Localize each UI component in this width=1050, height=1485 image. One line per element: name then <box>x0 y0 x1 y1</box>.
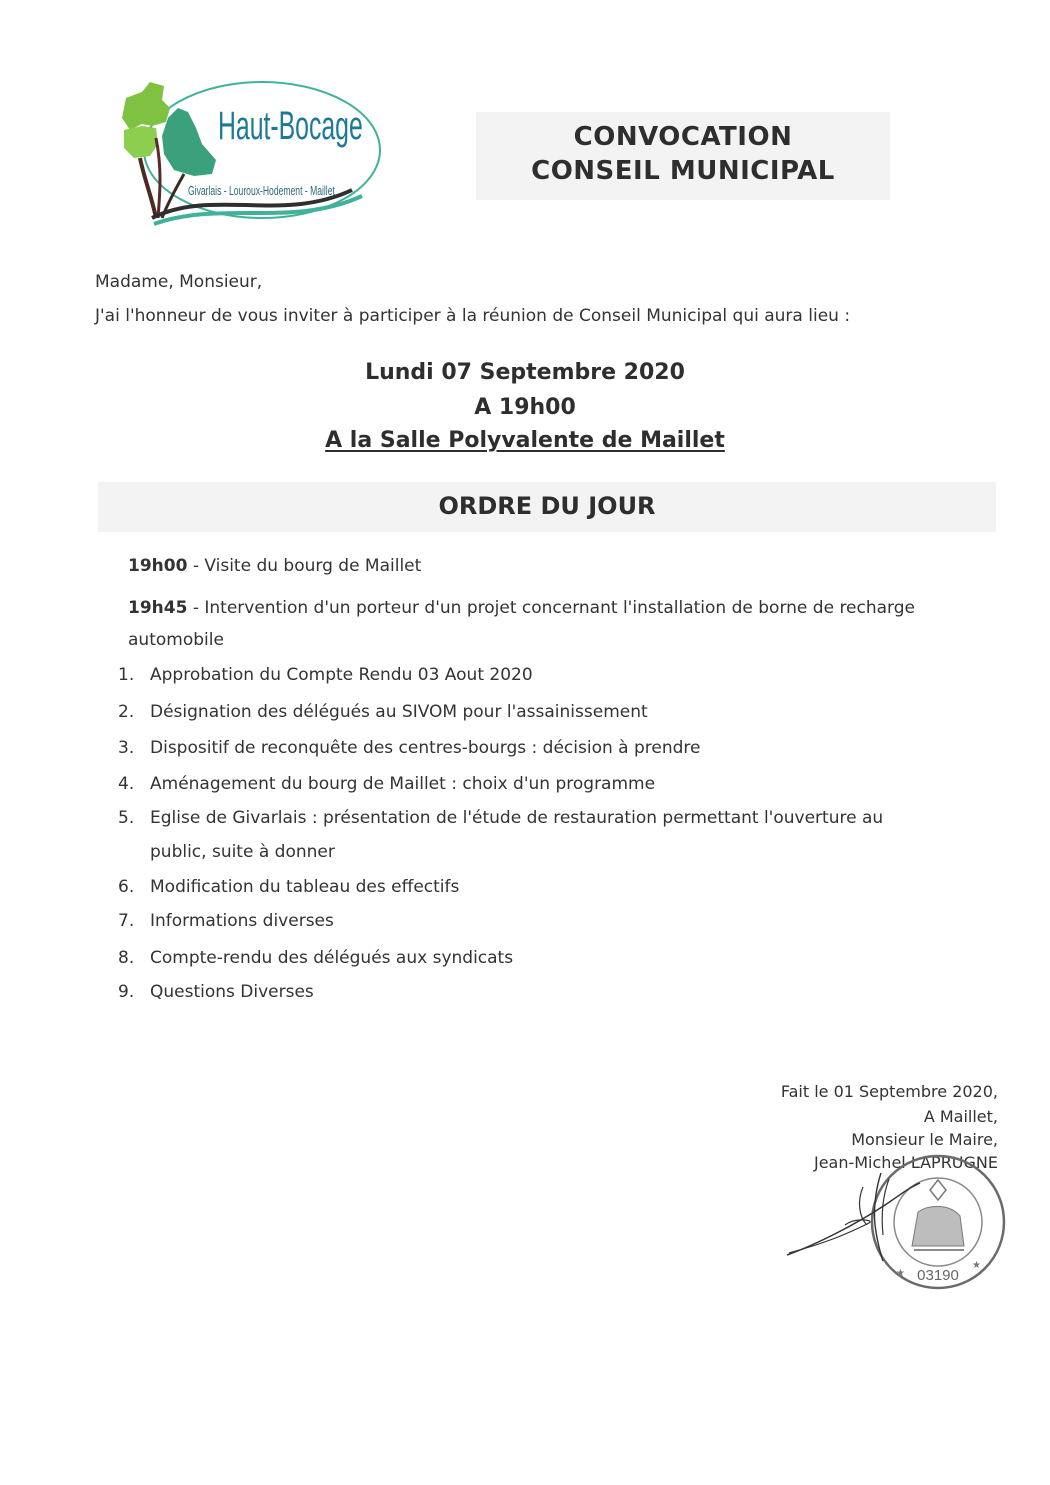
document-subtitle: CONSEIL MUNICIPAL <box>531 156 835 186</box>
timed-item-text: - Intervention d'un porteur d'un projet concernant l'installation de borne de recharge automobile <box>128 598 915 650</box>
timed-item-time: 19h45 <box>128 598 188 618</box>
agenda-item-text: Compte-rendu des délégués aux syndicats <box>150 948 514 968</box>
agenda-item <box>118 801 988 869</box>
svg-text:03190: 03190 <box>917 1267 959 1284</box>
salutation: Madame, Monsieur, <box>95 272 263 292</box>
svg-text:★: ★ <box>896 1268 905 1279</box>
agenda-item <box>118 870 988 904</box>
agenda-item-text: Informations diverses <box>150 911 334 931</box>
timed-item-time: 19h00 <box>128 556 188 576</box>
handwritten-signature <box>785 1165 945 1265</box>
signature-place: A Maillet, <box>923 1107 998 1126</box>
agenda-item <box>118 695 988 729</box>
agenda-item-number: 8. <box>118 948 135 968</box>
agenda-item-number: 5. <box>118 808 135 828</box>
logo-graphic <box>112 78 382 228</box>
timed-item-text: - Visite du bourg de Maillet <box>187 556 422 576</box>
timed-agenda-item <box>128 592 1008 656</box>
commune-logo <box>112 78 382 228</box>
agenda-item-continuation: public, suite à donner <box>150 842 335 862</box>
agenda-item <box>118 767 988 801</box>
timed-agenda-item <box>128 556 421 576</box>
agenda-banner <box>98 482 996 532</box>
agenda-item-number: 7. <box>118 911 135 931</box>
meeting-place <box>0 428 1050 453</box>
agenda-item-text: Dispositif de reconquête des centres-bourgs : décision à prendre <box>150 738 701 758</box>
agenda-item-number: 4. <box>118 774 135 794</box>
logo-subtitle: Givarlais - Louroux-Hodement - Maillet <box>188 183 335 198</box>
agenda-item-number: 3. <box>118 738 135 758</box>
agenda-item-text: Questions Diverses <box>150 982 314 1002</box>
agenda-item <box>118 731 988 765</box>
agenda-item <box>118 975 988 1009</box>
agenda-item-number: 1. <box>118 665 135 685</box>
agenda-item-number: 2. <box>118 702 135 722</box>
agenda-item <box>118 658 988 692</box>
signature-icon <box>785 1165 945 1265</box>
meeting-date: Lundi 07 Septembre 2020 <box>365 360 685 385</box>
agenda-title: ORDRE DU JOUR <box>438 492 656 520</box>
signature-date: Fait le 01 Septembre 2020, <box>780 1082 998 1101</box>
signatory-name: Jean-Michel LAPRUGNE <box>813 1153 998 1172</box>
meeting-place-text: A la Salle Polyvalente de Maillet <box>325 428 725 453</box>
agenda-item-number: 6. <box>118 877 135 897</box>
svg-text:★: ★ <box>972 1260 981 1271</box>
agenda-item-text: Eglise de Givarlais : présentation de l'étude de restauration permettant l'ouverture au <box>150 808 884 828</box>
intro-paragraph: J'ai l'honneur de vous inviter à participer à la réunion de Conseil Municipal qui aura lieu : <box>95 306 851 326</box>
agenda-item <box>118 904 988 938</box>
agenda-item <box>118 941 988 975</box>
logo-title: Haut-Bocage <box>218 104 363 148</box>
agenda-item-number: 9. <box>118 982 135 1002</box>
agenda-item-text: Modification du tableau des effectifs <box>150 877 460 897</box>
agenda-item-text: Approbation du Compte Rendu 03 Aout 2020 <box>150 665 533 685</box>
document-title: CONVOCATION <box>573 122 793 152</box>
signatory-role: Monsieur le Maire, <box>851 1130 998 1149</box>
agenda-item-text: Aménagement du bourg de Maillet : choix d'un programme <box>150 774 656 794</box>
agenda-item-text: Désignation des délégués au SIVOM pour l'assainissement <box>150 702 648 722</box>
title-banner <box>476 112 890 200</box>
meeting-time: A 19h00 <box>474 395 576 420</box>
